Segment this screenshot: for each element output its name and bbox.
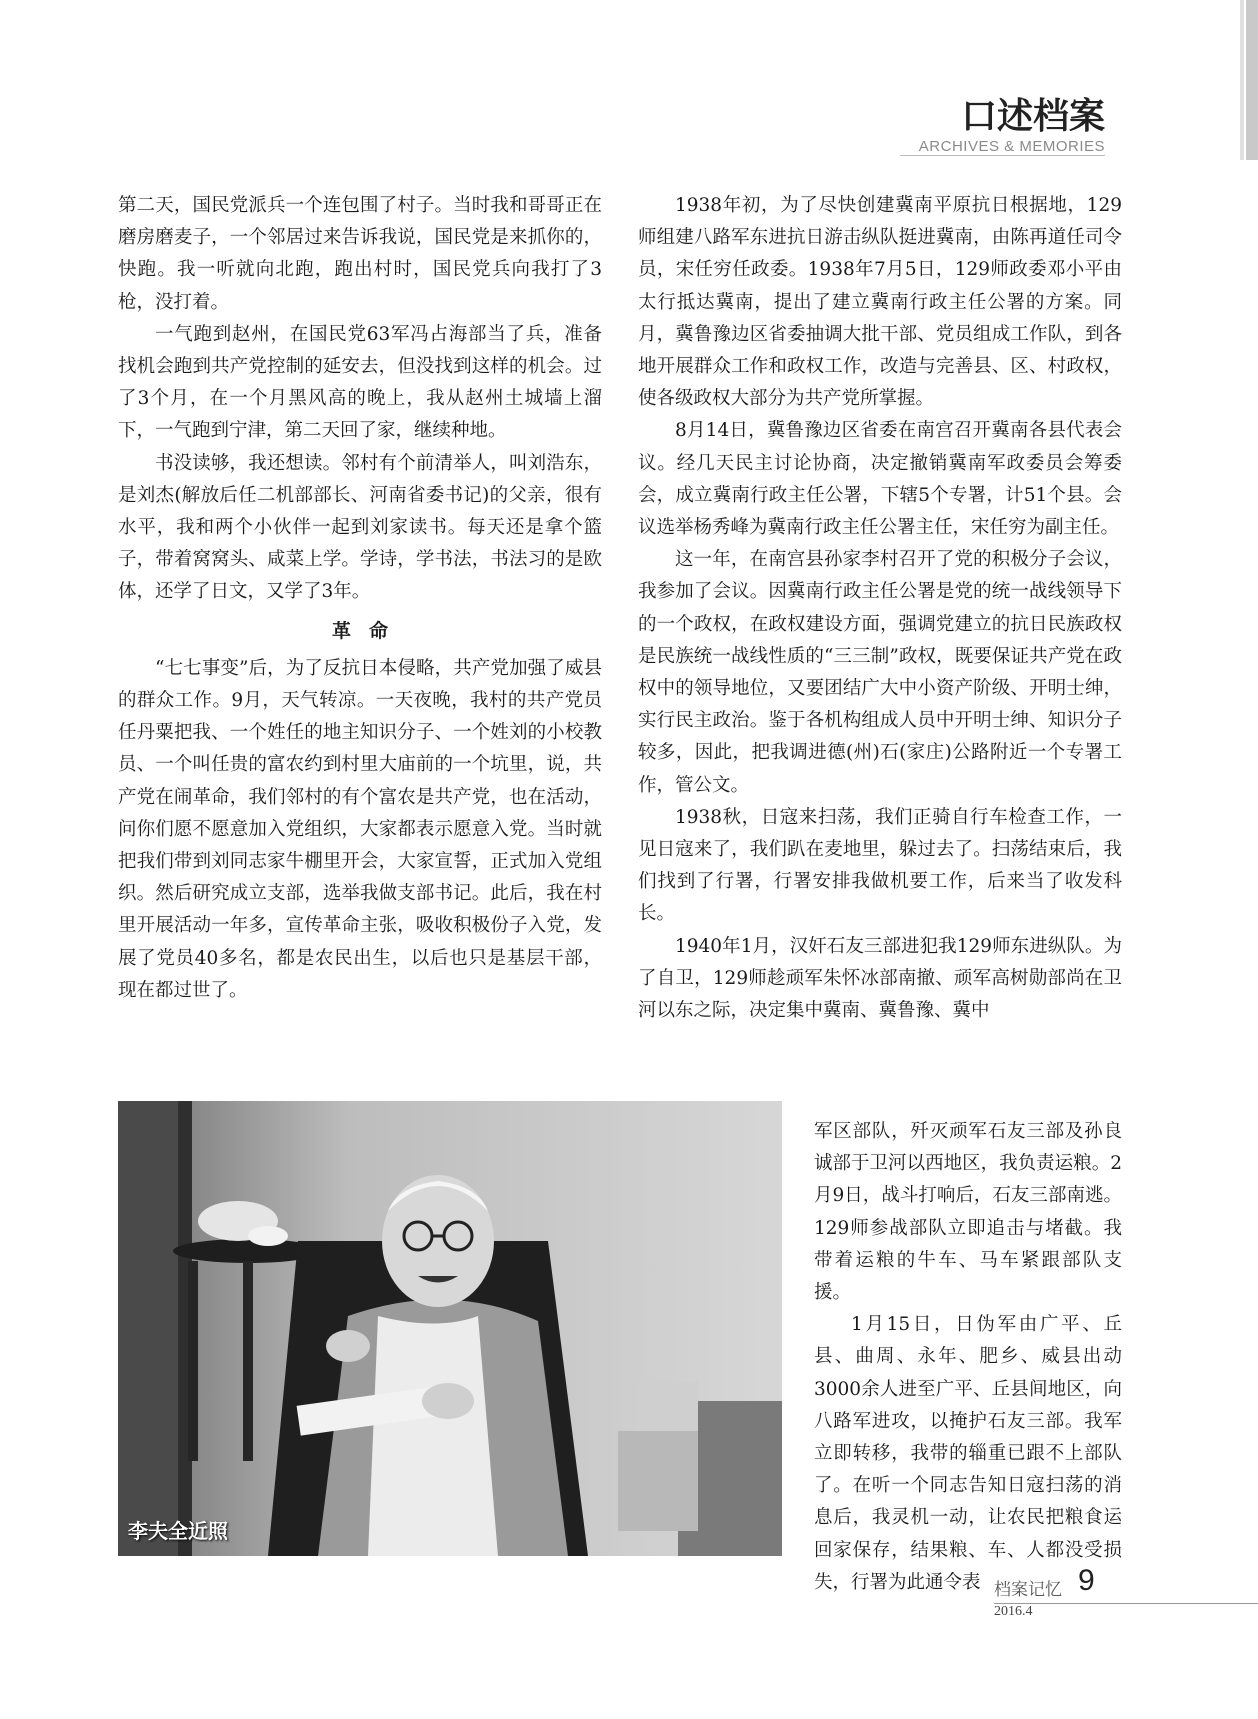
section-header-title: 口述档案	[960, 96, 1105, 137]
paragraph: “七七事变”后，为了反抗日本侵略，共产党加强了威县的群众工作。9月，天气转凉。一天夜晚，我村的共产党员任丹粟把我、一个姓任的地主知识分子、一个姓刘的小校教员、一个叫任贵的富农约到村里大庙前的一个坑里，说，共产党在闹革命，我们邻村的有个富农是共产党，也在活动，问你们愿不愿意加入党组织，大家都表示愿意入党。当时就把我们带到刘同志家牛棚里开会，大家宣誓，正式加入党组织。然后研究成立支部，选举我做支部书记。此后，我在村里开展活动一年多，宣传革命主张，吸收积极份子入党，发展了党员40多名，都是农民出生，以后也只是基层干部，现在都过世了。	[118, 657, 602, 1001]
header-rule	[900, 155, 1105, 156]
paragraph: 1940年1月，汉奸石友三部进犯我129师东进纵队。为了自卫，129师趁顽军朱怀冰部南撤、顽军高树勋部尚在卫河以东之际，决定集中冀南、冀鲁豫、冀中	[638, 935, 1122, 1022]
footer-rule	[994, 1603, 1258, 1604]
paragraph: 军区部队，歼灭顽军石友三部及孙良诚部于卫河以西地区，我负责运粮。2月9日，战斗打响后，石友三部南逃。129师参战部队立即追击与堵截。我带着运粮的牛车、马车紧跟部队支援。	[814, 1121, 1122, 1304]
paragraph: 1938秋，日寇来扫荡，我们正骑自行车检查工作，一见日寇来了，我们趴在麦地里，躲过去了。扫荡结束后，我们找到了行署，行署安排我做机要工作，后来当了收发科长。	[638, 806, 1122, 925]
paragraph: 1月15日，日伪军由广平、丘县、曲周、永年、肥乡、威县出动3000余人进至广平、丘县间地区，向八路军进攻，以掩护石友三部。我军立即转移，我带的辎重已跟不上部队了。在听一个同志告知日寇扫荡的消息后，我灵机一动，让农民把粮食运回家保存，结果粮、车、人都没受损失，行署为此通令表	[814, 1314, 1122, 1593]
paragraph: 书没读够，我还想读。邻村有个前清举人，叫刘浩东，是刘杰(解放后任二机部部长、河南省委书记)的父亲，很有水平，我和两个小伙伴一起到刘家读书。每天还是拿个篮子，带着窝窝头、咸菜上学。学诗，学书法，书法习的是欧体，还学了日文，又学了3年。	[118, 452, 602, 603]
right-column-top	[638, 190, 1122, 1027]
portrait-illustration	[118, 1101, 782, 1556]
paragraph: 8月14日，冀鲁豫边区省委在南宫召开冀南各县代表会议。经几天民主讨论协商，决定撤销冀南军政委员会筹委会，成立冀南行政主任公署，下辖5个专署，计51个县。会议选举杨秀峰为冀南行政主任公署主任，宋任穷为副主任。	[638, 420, 1122, 539]
page-edge-bar-thin	[1240, 0, 1244, 160]
page-edge-bar	[1246, 0, 1258, 160]
footer-magazine-name: 档案记忆	[994, 1580, 1062, 1600]
paragraph: 这一年，在南宫县孙家李村召开了党的积极分子会议，我参加了会议。因冀南行政主任公署是党的统一战线领导下的一个政权，在政权建设方面，强调党建立的抗日民族政权是民族统一战线性质的“三三制”政权，既要保证共产党在政权中的领导地位，又要团结广大中小资产阶级、开明士绅，实行民主政治。鉴于各机构组成人员中开明士绅、知识分子较多，因此，把我调进德(州)石(家庄)公路附近一个专署工作，管公文。	[638, 549, 1122, 796]
photo-caption: 李夫全近照	[128, 1519, 228, 1543]
paragraph: 1938年初，为了尽快创建冀南平原抗日根据地，129师组建八路军东进抗日游击纵队挺进冀南，由陈再道任司令员，宋任穷任政委。1938年7月5日，129师政委邓小平由太行抵达冀南，提出了建立冀南行政主任公署的方案。同月，冀鲁豫边区省委抽调大批干部、党员组成工作队，到各地开展群众工作和政权工作，改造与完善县、区、村政权，使各级政权大部分为共产党所掌握。	[638, 195, 1122, 410]
right-column-bottom	[814, 1116, 1122, 1599]
section-title: 革命	[331, 619, 406, 642]
paragraph: 第二天，国民党派兵一个连包围了村子。当时我和哥哥正在磨房磨麦子，一个邻居过来告诉我说，国民党是来抓你的，快跑。我一听就向北跑，跑出村时，国民党兵向我打了3枪，没打着。	[118, 195, 602, 313]
portrait-photo	[118, 1101, 782, 1556]
footer-issue: 2016.4	[994, 1604, 1033, 1619]
left-column	[118, 190, 602, 1007]
page-number: 9	[1078, 1564, 1095, 1597]
section-header-subtitle: ARCHIVES & MEMORIES	[918, 138, 1105, 155]
paragraph: 一气跑到赵州，在国民党63军冯占海部当了兵，准备找机会跑到共产党控制的延安去，但没找到这样的机会。过了3个月，在一个月黑风高的晚上，我从赵州土城墙上溜下，一气跑到宁津，第二天回了家，继续种地。	[118, 323, 602, 442]
